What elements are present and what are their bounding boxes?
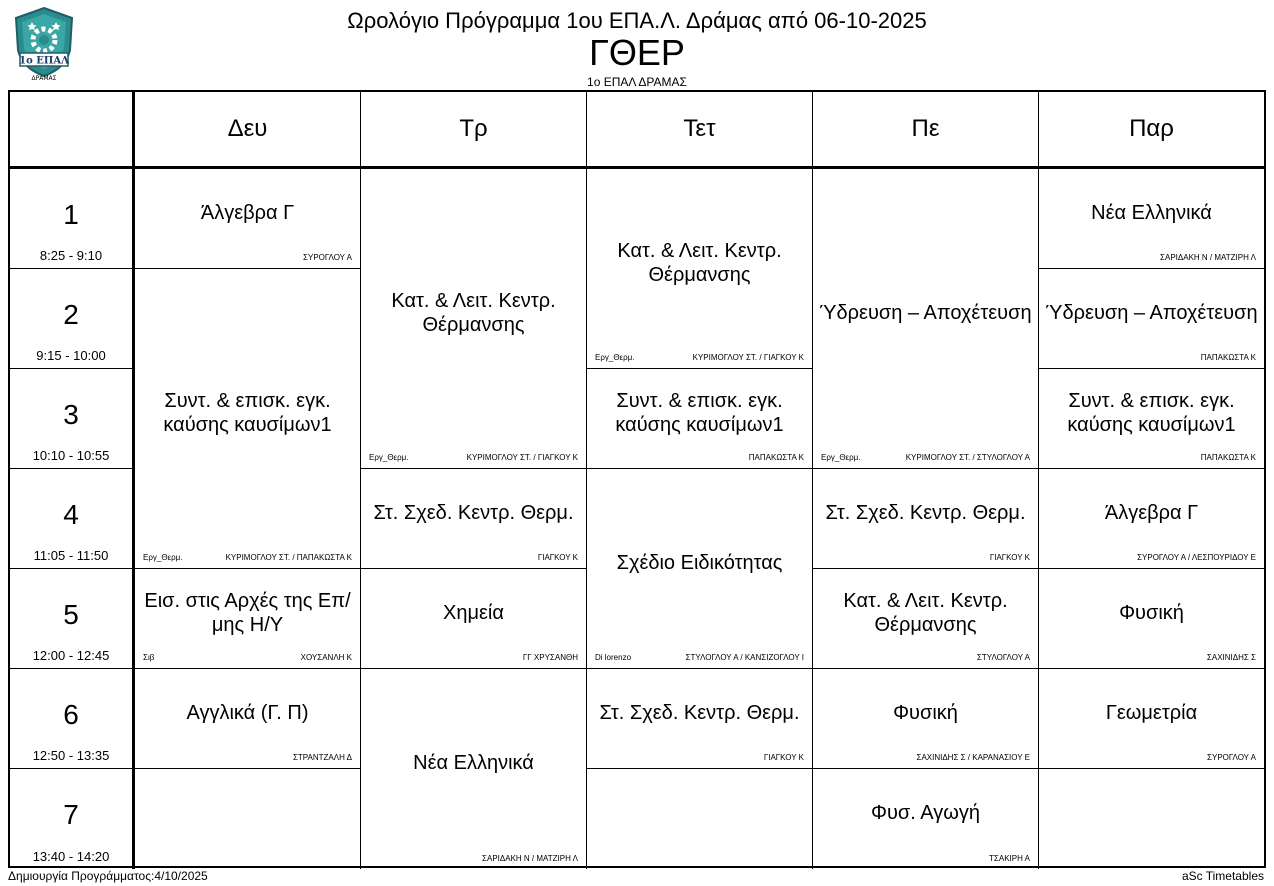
- lesson-cell: [361, 469, 587, 569]
- timetable-grid: [8, 90, 1266, 868]
- lesson-teacher: ΣΥΡΟΓΛΟΥ Α / ΛΕΣΠΟΥΡΙΔΟΥ Ε: [1137, 553, 1256, 562]
- lesson-teacher: ΠΑΠΑΚΩΣΤΑ Κ: [748, 453, 804, 462]
- lesson-subject: Σχέδιο Ειδικότητας: [616, 552, 783, 574]
- lesson-cell: [135, 169, 361, 269]
- lesson-teacher: ΤΣΑΚΙΡΗ Α: [989, 854, 1030, 863]
- lesson-room: Di lorenzo: [595, 653, 632, 662]
- lesson-subject: Φυσ. Αγωγή: [871, 802, 980, 824]
- lesson-teacher: ΠΑΠΑΚΩΣΤΑ Κ: [1200, 353, 1256, 362]
- period-cell: [10, 269, 135, 369]
- lesson-subject: Νέα Ελληνικά: [1091, 202, 1212, 224]
- lesson-subject: Στ. Σχεδ. Κεντρ. Θερμ.: [599, 702, 800, 724]
- lesson-cell: [361, 569, 587, 669]
- period-time: 11:05 - 11:50: [33, 548, 109, 563]
- lesson-cell: [135, 269, 361, 569]
- lesson-cell: [1039, 169, 1264, 269]
- day-header: Πε: [813, 92, 1039, 169]
- lesson-teacher: ΣΤΡΑΝΤΖΑΛΗ Δ: [292, 753, 352, 762]
- period-time: 9:15 - 10:00: [36, 348, 106, 363]
- period-number: 3: [63, 399, 79, 430]
- lesson-teacher: ΧΟΥΣΑΝΛΗ Κ: [300, 653, 352, 662]
- lesson-subject: Συντ. & επισκ. εγκ. καύσης καυσίμων1: [615, 390, 784, 436]
- lesson-teacher: ΣΑΡΙΔΑΚΗ Ν / ΜΑΤΖΙΡΗ Λ: [482, 854, 578, 863]
- lesson-subject: Κατ. & Λειτ. Κεντρ. Θέρμανσης: [617, 240, 782, 286]
- lesson-cell: [135, 669, 361, 769]
- lesson-cell: [1039, 569, 1264, 669]
- lesson-teacher: ΓΓ ΧΡΥΣΑΝΘΗ: [522, 653, 578, 662]
- lesson-cell: [587, 469, 813, 669]
- lesson-teacher: ΣΑΡΙΔΑΚΗ Ν / ΜΑΤΖΙΡΗ Λ: [1160, 253, 1256, 262]
- period-number: 2: [63, 299, 79, 330]
- period-time: 10:10 - 10:55: [32, 448, 110, 463]
- lesson-teacher: ΠΑΠΑΚΩΣΤΑ Κ: [1200, 453, 1256, 462]
- period-number: 7: [63, 799, 79, 830]
- period-number: 1: [63, 199, 79, 230]
- lesson-subject: Άλγεβρα Γ: [1104, 502, 1199, 524]
- lesson-teacher: ΚΥΡΙΜΟΓΛΟΥ ΣΤ. / ΣΤΥΛΟΓΛΟΥ Α: [905, 453, 1030, 462]
- lesson-teacher: ΚΥΡΙΜΟΓΛΟΥ ΣΤ. / ΓΙΑΓΚΟΥ Κ: [692, 353, 804, 362]
- lesson-subject: Συντ. & επισκ. εγκ. καύσης καυσίμων1: [163, 390, 332, 436]
- lesson-teacher: ΣΤΥΛΟΓΛΟΥ Α / ΚΑΝΣΙΖΟΓΛΟΥ Ι: [685, 653, 804, 662]
- period-number: 6: [63, 699, 79, 730]
- lesson-cell: [587, 769, 813, 869]
- software-name: aSc Timetables: [1181, 869, 1264, 883]
- lesson-cell: [813, 469, 1039, 569]
- class-name: ΓΘΕΡ: [589, 32, 685, 73]
- lesson-teacher: ΣΑΧΙΝΙΔΗΣ Σ / ΚΑΡΑΝΑΣΙΟΥ Ε: [916, 753, 1030, 762]
- logo-subtext: ΔΡΑΜΑΣ: [31, 75, 57, 82]
- lesson-cell: [813, 569, 1039, 669]
- period-cell: [10, 169, 135, 269]
- school-name: 1ο ΕΠΑΛ ΔΡΑΜΑΣ: [587, 75, 687, 89]
- lesson-cell: [1039, 769, 1264, 869]
- lesson-teacher: ΣΥΡΟΓΛΟΥ Α: [303, 253, 352, 262]
- lesson-subject: Φυσική: [1119, 602, 1184, 624]
- lesson-subject: Αγγλικά (Γ. Π): [186, 702, 309, 724]
- lesson-cell: [587, 169, 813, 369]
- lesson-teacher: ΓΙΑΓΚΟΥ Κ: [989, 553, 1030, 562]
- lesson-subject: [1043, 769, 1260, 857]
- lesson-subject: Εισ. στις Αρχές της Επ/μης Η/Υ: [144, 590, 351, 636]
- lesson-subject: Κατ. & Λειτ. Κεντρ. Θέρμανσης: [843, 590, 1008, 636]
- day-header: Παρ: [1039, 92, 1264, 169]
- lesson-teacher: ΓΙΑΓΚΟΥ Κ: [763, 753, 804, 762]
- lesson-teacher: ΣΤΥΛΟΓΛΟΥ Α: [976, 653, 1030, 662]
- lesson-subject: Ύδρευση – Αποχέτευση: [1045, 302, 1258, 324]
- day-header: Δευ: [135, 92, 361, 169]
- lesson-cell: [361, 669, 587, 869]
- lesson-cell: [1039, 369, 1264, 469]
- lesson-room: Εργ_Θερμ.: [369, 453, 409, 462]
- lesson-cell: [1039, 469, 1264, 569]
- period-cell: [10, 469, 135, 569]
- period-number: 5: [63, 599, 79, 630]
- period-cell: [10, 669, 135, 769]
- lesson-subject: Ύδρευση – Αποχέτευση: [819, 302, 1032, 324]
- lesson-teacher: ΣΥΡΟΓΛΟΥ Α: [1207, 753, 1256, 762]
- lesson-subject: Συντ. & επισκ. εγκ. καύσης καυσίμων1: [1067, 390, 1236, 436]
- lesson-subject: Νέα Ελληνικά: [413, 752, 534, 774]
- lesson-subject: Κατ. & Λειτ. Κεντρ. Θέρμανσης: [391, 290, 556, 336]
- lesson-room: Σιβ: [143, 653, 155, 662]
- created-date: Δημιουργία Προγράμματος:4/10/2025: [8, 869, 208, 883]
- lesson-cell: [813, 769, 1039, 869]
- lesson-subject: [139, 769, 356, 857]
- period-cell: [10, 369, 135, 469]
- day-header: Τετ: [587, 92, 813, 169]
- lesson-cell: [135, 569, 361, 669]
- lesson-subject: Φυσική: [893, 702, 958, 724]
- lesson-subject: Γεωμετρία: [1105, 702, 1198, 724]
- period-time: 8:25 - 9:10: [39, 248, 103, 263]
- lesson-teacher: ΣΑΧΙΝΙΔΗΣ Σ: [1206, 653, 1256, 662]
- lesson-cell: [1039, 669, 1264, 769]
- period-cell: [10, 569, 135, 669]
- page-title: Ωρολόγιο Πρόγραμμα 1ου ΕΠΑ.Λ. Δράμας από 06-10-2025: [347, 8, 927, 33]
- period-time: 13:40 - 14:20: [32, 849, 110, 864]
- lesson-cell: [813, 669, 1039, 769]
- lesson-teacher: ΚΥΡΙΜΟΓΛΟΥ ΣΤ. / ΠΑΠΑΚΩΣΤΑ Κ: [225, 553, 352, 562]
- period-cell: [10, 769, 135, 869]
- logo-text: 1ο ΕΠΑΛ: [19, 55, 69, 67]
- lesson-cell: [587, 669, 813, 769]
- lesson-subject: Στ. Σχεδ. Κεντρ. Θερμ.: [825, 502, 1026, 524]
- lesson-subject: [591, 769, 808, 857]
- lesson-cell: [361, 169, 587, 469]
- lesson-subject: Στ. Σχεδ. Κεντρ. Θερμ.: [373, 502, 574, 524]
- lesson-room: Εργ_Θερμ.: [595, 353, 635, 362]
- lesson-room: Εργ_Θερμ.: [821, 453, 861, 462]
- lesson-subject: Άλγεβρα Γ: [200, 202, 295, 224]
- lesson-room: Εργ_Θερμ.: [143, 553, 183, 562]
- lesson-cell: [587, 369, 813, 469]
- lesson-subject: Χημεία: [443, 602, 504, 624]
- period-time: 12:00 - 12:45: [32, 648, 110, 663]
- lesson-cell: [813, 169, 1039, 469]
- corner-cell: [10, 92, 135, 169]
- period-number: 4: [63, 499, 79, 530]
- lesson-cell: [1039, 269, 1264, 369]
- lesson-cell: [135, 769, 361, 869]
- day-header: Τρ: [361, 92, 587, 169]
- period-time: 12:50 - 13:35: [32, 748, 110, 763]
- lesson-teacher: ΚΥΡΙΜΟΓΛΟΥ ΣΤ. / ΓΙΑΓΚΟΥ Κ: [466, 453, 578, 462]
- lesson-teacher: ΓΙΑΓΚΟΥ Κ: [537, 553, 578, 562]
